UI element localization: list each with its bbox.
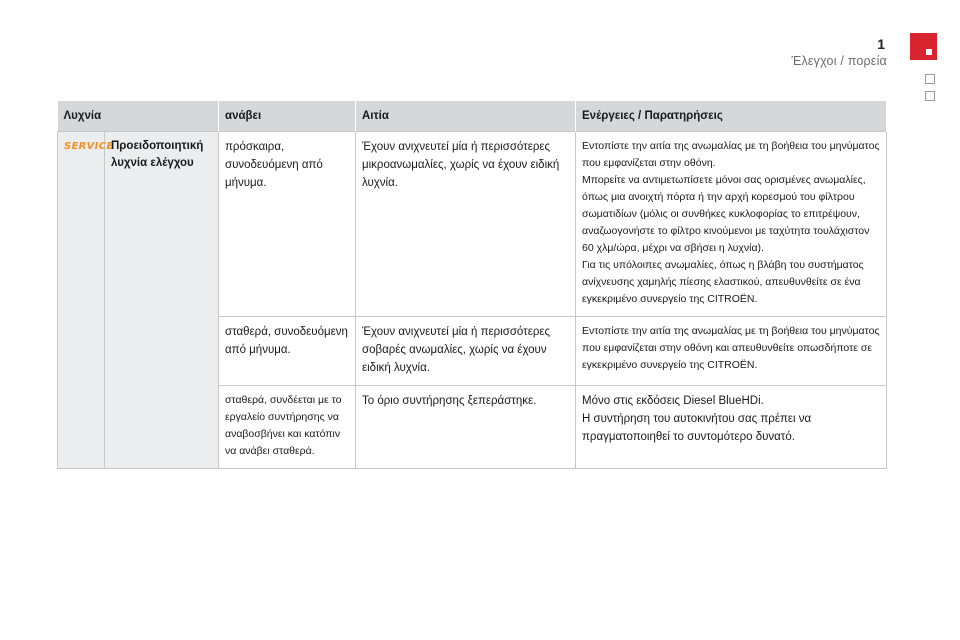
lit-cell: πρόσκαιρα, συνοδευόμενη από μήνυμα. <box>219 132 356 317</box>
header-cause: Αιτία <box>356 101 576 132</box>
table-row <box>58 132 887 317</box>
section-title: Έλεγχοι / πορεία <box>791 54 887 68</box>
header-lit: ανάβει <box>219 101 356 132</box>
lit-cell: σταθερά, συνοδευόμενη από μήνυμα. <box>219 317 356 386</box>
header-lamp: Λυχνία <box>58 101 219 132</box>
header-action: Ενέργειες / Παρατηρήσεις <box>576 101 887 132</box>
lamp-icon-cell <box>58 132 114 469</box>
action-text: Εντοπίστε την αιτία της ανωμαλίας με τη βοήθεια του μηνύματος που εμφανίζεται στην οθόνη. <box>582 140 880 169</box>
action-cell <box>576 317 887 386</box>
action-text: Η συντήρηση του αυτοκινήτου σας πρέπει να πραγματοποιηθεί το συντομότερο δυνατό. <box>582 413 812 443</box>
service-warning-icon: SERVICE <box>64 141 114 152</box>
cause-cell: Το όριο συντήρησης ξεπεράστηκε. <box>356 386 576 469</box>
action-text: Μόνο στις εκδόσεις Diesel BlueHDi. <box>582 395 764 407</box>
cause-cell: Έχουν ανιχνευτεί μία ή περισσότερες σοβαρές ανωμαλίες, χωρίς να έχουν ειδική λυχνία. <box>356 317 576 386</box>
action-text: Εντοπίστε την αιτία της ανωμαλίας με τη βοήθεια του μηνύματος που εμφανίζεται στην οθόνη και απευθυνθείτε οπωσδήποτε σε εγκεκριμένο συνεργείο της CITROËN. <box>582 325 880 371</box>
chapter-tab-active[interactable] <box>910 33 937 60</box>
lit-cell: σταθερά, συνδέεται με το εργαλείο συντήρησης να αναβοσβήνει και κατόπιν να ανάβει σταθερά. <box>219 386 356 469</box>
lamp-name-cell <box>105 132 219 469</box>
chapter-tab[interactable] <box>925 91 935 101</box>
action-cell <box>576 386 887 469</box>
action-text: Για τις υπόλοιπες ανωμαλίες, όπως η βλάβη του συστήματος ανίχνευσης χαμηλής πίεσης ελαστικού, απευθυνθείτε σε ένα εγκεκριμένο συνεργείο της CITROËN. <box>582 259 864 305</box>
table-header-row <box>58 101 887 132</box>
warning-lamp-table <box>57 101 887 469</box>
action-cell <box>576 132 887 317</box>
page-number: 1 <box>877 36 885 52</box>
tab-square-icon <box>926 49 932 55</box>
chapter-tab[interactable] <box>925 74 935 84</box>
cause-cell: Έχουν ανιχνευτεί μία ή περισσότερες μικροανωμαλίες, χωρίς να έχουν ειδική λυχνία. <box>356 132 576 317</box>
lamp-name: Προειδοποιητική λυχνία ελέγχου <box>111 140 204 169</box>
action-text: Μπορείτε να αντιμετωπίσετε μόνοι σας ορισμένες ανωμαλίες, όπως μια ανοιχτή πόρτα ή την αρχή κορεσμού του φίλτρου σωματιδίων (μόλις οι συνθήκες κυκλοφορίας το επιτρέψουν, αναζωογονήστε το φίλτρο κινούμενοι με ταχύτητα τουλάχιστον 60 χλμ/ώρα, μέχρι να σβήσει η λυχνία). <box>582 174 870 254</box>
